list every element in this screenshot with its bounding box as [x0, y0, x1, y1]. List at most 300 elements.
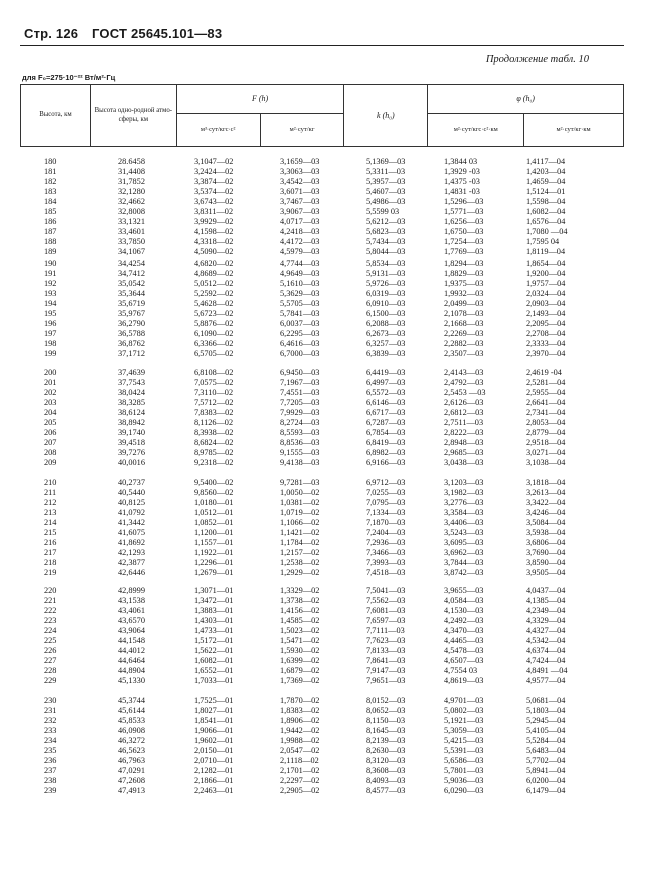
cell-homogeneous: 28.6458 [118, 157, 145, 166]
cell-k: 7,1334—03 [366, 508, 406, 517]
cell-homogeneous: 46,7963 [118, 756, 145, 765]
cell-phi2: 4,4327—04 [526, 626, 566, 635]
cell-phi1: 5,4215—03 [444, 736, 484, 745]
table-row [20, 558, 624, 568]
cell-F1: 4,8689—02 [194, 269, 234, 278]
cell-F1: 1,7033—01 [194, 676, 234, 685]
cell-k: 6,6717—03 [366, 408, 406, 417]
cell-F1: 4,5090—02 [194, 247, 234, 256]
cell-homogeneous: 36,8762 [118, 339, 145, 348]
cell-phi1: 2,6126—03 [444, 398, 484, 407]
cell-height: 218 [44, 558, 57, 567]
cell-height: 198 [44, 339, 57, 348]
table-row [20, 458, 624, 468]
cell-k: 8,4093—03 [366, 776, 406, 785]
cell-F2: 1,5023—02 [280, 626, 320, 635]
cell-F2: 1,2157—02 [280, 548, 320, 557]
cell-k: 5,4986—03 [366, 197, 406, 206]
cell-F1: 5,8876—02 [194, 319, 234, 328]
cell-phi1: 4,9701—03 [444, 696, 484, 705]
table-row [20, 518, 624, 528]
cell-k: 7,4518—03 [366, 568, 406, 577]
row-group [20, 586, 624, 686]
cell-F1: 4,6820—02 [194, 259, 234, 268]
cell-F1: 1,9066—01 [194, 726, 234, 735]
cell-F1: 1,1200—01 [194, 528, 234, 537]
cell-height: 223 [44, 616, 57, 625]
cell-height: 182 [44, 177, 57, 186]
table-row [20, 157, 624, 167]
table-row [20, 237, 624, 247]
cell-F1: 1,4303—01 [194, 616, 234, 625]
cell-height: 188 [44, 237, 57, 246]
cell-F1: 1,8027—01 [194, 706, 234, 715]
cell-height: 236 [44, 756, 57, 765]
cell-height: 195 [44, 309, 57, 318]
cell-height: 221 [44, 596, 57, 605]
cell-height: 193 [44, 289, 57, 298]
cell-k: 8,3608—03 [366, 766, 406, 775]
cell-phi1: 4,2492—03 [444, 616, 484, 625]
cell-height: 205 [44, 418, 57, 427]
table-row [20, 696, 624, 706]
cell-phi2: 3,6806—04 [526, 538, 566, 547]
cell-homogeneous: 38,3285 [118, 398, 145, 407]
cell-phi2: 2,0324—04 [526, 289, 566, 298]
cell-F2: 3,6071—03 [280, 187, 320, 196]
cell-k: 8,3120—03 [366, 756, 406, 765]
cell-phi1: 6,0290—03 [444, 786, 484, 795]
cell-height: 233 [44, 726, 57, 735]
cell-F2: 6,7000—03 [280, 349, 320, 358]
cell-k: 6,9166—03 [366, 458, 406, 467]
table-row [20, 299, 624, 309]
cell-F2: 1,0719—02 [280, 508, 320, 517]
cell-homogeneous: 47,2608 [118, 776, 145, 785]
table-row [20, 596, 624, 606]
col-header-homogeneous: Высота одно-родной атмо-сферы, км [90, 85, 176, 147]
cell-height: 185 [44, 207, 57, 216]
cell-homogeneous: 40,0016 [118, 458, 145, 467]
cell-homogeneous: 33,7850 [118, 237, 145, 246]
cell-homogeneous: 44,6464 [118, 656, 145, 665]
cell-height: 219 [44, 568, 57, 577]
cell-phi2: 2,0903—04 [526, 299, 566, 308]
cell-k: 6,5572—03 [366, 388, 406, 397]
cell-phi2: 2,5281—04 [526, 378, 566, 387]
cell-phi2: 5,6483—04 [526, 746, 566, 755]
table-row [20, 378, 624, 388]
cell-F1: 7,8383—02 [194, 408, 234, 417]
cell-F1: 1,1922—01 [194, 548, 234, 557]
cell-homogeneous: 40,2737 [118, 478, 145, 487]
table-row [20, 167, 624, 177]
cell-height: 228 [44, 666, 57, 675]
cell-phi1: 1,3844 03 [444, 157, 478, 166]
cell-F1: 3,3874—02 [194, 177, 234, 186]
cell-phi2: 3,9505—04 [526, 568, 566, 577]
cell-height: 191 [44, 269, 57, 278]
cell-homogeneous: 43,1538 [118, 596, 145, 605]
cell-F1: 2,1866—01 [194, 776, 234, 785]
cell-homogeneous: 47,0291 [118, 766, 145, 775]
cell-F1: 9,2318—02 [194, 458, 234, 467]
table-row [20, 418, 624, 428]
row-group [20, 157, 624, 257]
cell-F2: 5,1610—03 [280, 279, 320, 288]
cell-phi1: 4,8619—03 [444, 676, 484, 685]
cell-k: 7,0255—03 [366, 488, 406, 497]
cell-phi2: 4,7424—04 [526, 656, 566, 665]
cell-homogeneous: 41,3442 [118, 518, 145, 527]
cell-phi1: 2,7511—03 [444, 418, 484, 427]
cell-F2: 1,1784—02 [280, 538, 320, 547]
table-row [20, 217, 624, 227]
cell-phi1: 4,7554 03 [444, 666, 478, 675]
cell-k: 7,9147—03 [366, 666, 406, 675]
cell-k: 6,4997—03 [366, 378, 406, 387]
cell-F2: 1,3329—02 [280, 586, 320, 595]
cell-F1: 7,5712—02 [194, 398, 234, 407]
cell-height: 212 [44, 498, 57, 507]
table-row [20, 786, 624, 796]
cell-phi1: 3,1203—03 [444, 478, 484, 487]
table-row [20, 488, 624, 498]
cell-F2: 4,0717—03 [280, 217, 320, 226]
cell-height: 226 [44, 646, 57, 655]
cell-homogeneous: 38,6124 [118, 408, 145, 417]
cell-homogeneous: 33,4601 [118, 227, 145, 236]
row-group [20, 696, 624, 796]
cell-k: 6,6146—03 [366, 398, 406, 407]
cell-homogeneous: 38,0424 [118, 388, 145, 397]
cell-height: 183 [44, 187, 57, 196]
cell-F1: 1,6082—01 [194, 656, 234, 665]
table-row [20, 247, 624, 257]
cell-phi1: 2,1668—03 [444, 319, 484, 328]
cell-height: 224 [44, 626, 57, 635]
table-row [20, 716, 624, 726]
table-row [20, 508, 624, 518]
cell-homogeneous: 38,8942 [118, 418, 145, 427]
cell-F1: 6,8108—02 [194, 368, 234, 377]
row-group [20, 368, 624, 468]
cell-height: 186 [44, 217, 57, 226]
cell-homogeneous: 43,4061 [118, 606, 145, 615]
table-row [20, 666, 624, 676]
col-header-F: F (h) [176, 85, 344, 114]
cell-F2: 8,8536—03 [280, 438, 320, 447]
cell-k: 7,8133—03 [366, 646, 406, 655]
cell-F2: 1,7870—02 [280, 696, 320, 705]
cell-height: 180 [44, 157, 57, 166]
cell-phi2: 1,6576—04 [526, 217, 566, 226]
cell-k: 5,4607—03 [366, 187, 406, 196]
table-row [20, 388, 624, 398]
cell-k: 6,2088—03 [366, 319, 406, 328]
cell-phi2: 1,5124—01 [526, 187, 566, 196]
cell-homogeneous: 35,9767 [118, 309, 145, 318]
cell-F1: 1,0512—01 [194, 508, 234, 517]
table-row [20, 766, 624, 776]
cell-homogeneous: 37,7543 [118, 378, 145, 387]
table-row [20, 626, 624, 636]
cell-phi2: 2,4619 -04 [526, 368, 562, 377]
cell-k: 7,1870—03 [366, 518, 406, 527]
cell-F1: 1,2296—01 [194, 558, 234, 567]
cell-homogeneous: 35,3644 [118, 289, 145, 298]
row-group [20, 478, 624, 578]
cell-phi1: 4,0584—03 [444, 596, 484, 605]
table-row [20, 528, 624, 538]
cell-homogeneous: 34,1067 [118, 247, 145, 256]
cell-homogeneous: 39,4518 [118, 438, 145, 447]
cell-F1: 9,8560—02 [194, 488, 234, 497]
cell-F2: 1,1421—02 [280, 528, 320, 537]
cell-phi1: 2,5453 —03 [444, 388, 486, 397]
cell-phi2: 5,5284—04 [526, 736, 566, 745]
cell-phi2: 1,9757—04 [526, 279, 566, 288]
cell-F1: 5,0512—02 [194, 279, 234, 288]
cell-F1: 3,9929—02 [194, 217, 234, 226]
cell-phi1: 4,1530—03 [444, 606, 484, 615]
cell-phi2: 1,9200—04 [526, 269, 566, 278]
cell-height: 197 [44, 329, 57, 338]
cell-F2: 4,4172—03 [280, 237, 320, 246]
standard-number: ГОСТ 25645.101—83 [92, 26, 223, 41]
cell-homogeneous: 39,7276 [118, 448, 145, 457]
cell-homogeneous: 36,2790 [118, 319, 145, 328]
cell-phi2: 6,0200—04 [526, 776, 566, 785]
cell-F1: 3,5374—02 [194, 187, 234, 196]
cell-homogeneous: 42,8999 [118, 586, 145, 595]
cell-k: 6,4419—03 [366, 368, 406, 377]
cell-F1: 1,5172—01 [194, 636, 234, 645]
cell-phi1: 4,6507—03 [444, 656, 484, 665]
table-row [20, 187, 624, 197]
cell-F2: 8,5593—03 [280, 428, 320, 437]
cell-phi1: 5,1921—03 [444, 716, 484, 725]
cell-F2: 1,7369—02 [280, 676, 320, 685]
cell-phi2: 4,5342—04 [526, 636, 566, 645]
cell-F1: 3,8311—02 [194, 207, 234, 216]
cell-phi1: 1,8294—03 [444, 259, 484, 268]
cell-phi1: 1,9932—03 [444, 289, 484, 298]
cell-phi2: 5,8941—04 [526, 766, 566, 775]
cell-F1: 7,0575—02 [194, 378, 234, 387]
cell-phi1: 3,0438—03 [444, 458, 484, 467]
cell-k: 7,5041—03 [366, 586, 406, 595]
cell-k: 6,2673—03 [366, 329, 406, 338]
cell-F2: 7,1967—03 [280, 378, 320, 387]
cell-k: 7,2404—03 [366, 528, 406, 537]
cell-F1: 3,2424—02 [194, 167, 234, 176]
cell-homogeneous: 37,1712 [118, 349, 145, 358]
cell-homogeneous: 44,1548 [118, 636, 145, 645]
cell-height: 227 [44, 656, 57, 665]
cell-F2: 7,4551—03 [280, 388, 320, 397]
table-row [20, 756, 624, 766]
cell-F1: 4,3318—02 [194, 237, 234, 246]
cell-phi1: 3,4406—03 [444, 518, 484, 527]
cell-F2: 4,5979—03 [280, 247, 320, 256]
cell-k: 5,6823—03 [366, 227, 406, 236]
col-header-phi-unit1: м²·сут/кгс·с²·км [428, 114, 524, 147]
cell-phi2: 5,1803—04 [526, 706, 566, 715]
table-row [20, 269, 624, 279]
page-header [24, 26, 222, 41]
cell-k: 5,5599 03 [366, 207, 400, 216]
page-number: Стр. 126 [24, 26, 79, 41]
cell-homogeneous: 34,7412 [118, 269, 145, 278]
cell-F2: 1,1066—02 [280, 518, 320, 527]
cell-F2: 1,8383—02 [280, 706, 320, 715]
cell-F2: 2,2905—02 [280, 786, 320, 795]
cell-homogeneous: 45,3744 [118, 696, 145, 705]
cell-F1: 1,0180—01 [194, 498, 234, 507]
cell-phi1: 4,3470—03 [444, 626, 484, 635]
cell-F2: 3,9067—03 [280, 207, 320, 216]
cell-phi1: 2,4143—03 [444, 368, 484, 377]
cell-F1: 2,0710—01 [194, 756, 234, 765]
cell-homogeneous: 45,1330 [118, 676, 145, 685]
table-row [20, 616, 624, 626]
cell-F2: 1,0381—02 [280, 498, 320, 507]
cell-phi1: 1,3929 -03 [444, 167, 480, 176]
cell-height: 204 [44, 408, 57, 417]
col-header-k: k (h₀) [344, 85, 428, 147]
table-row [20, 177, 624, 187]
cell-k: 6,3839—03 [366, 349, 406, 358]
cell-phi1: 3,1982—03 [444, 488, 484, 497]
cell-phi1: 2,1078—03 [444, 309, 484, 318]
cell-F2: 1,5471—02 [280, 636, 320, 645]
cell-F2: 4,7744—03 [280, 259, 320, 268]
table-row [20, 438, 624, 448]
table-continuation-label: Продолжение табл. 10 [485, 54, 589, 65]
cell-phi2: 3,7690—04 [526, 548, 566, 557]
table-row [20, 726, 624, 736]
cell-height: 239 [44, 786, 57, 795]
cell-phi1: 3,3584—03 [444, 508, 484, 517]
cell-F2: 6,2295—03 [280, 329, 320, 338]
cell-homogeneous: 40,8125 [118, 498, 145, 507]
col-header-F-unit1: м³·сут/кгс·с² [176, 114, 260, 147]
cell-homogeneous: 31,7852 [118, 177, 145, 186]
cell-phi2: 3,0271—04 [526, 448, 566, 457]
cell-phi2: 3,5938—04 [526, 528, 566, 537]
cell-height: 214 [44, 518, 57, 527]
cell-phi2: 1,4659—04 [526, 177, 566, 186]
cell-F1: 8,3938—02 [194, 428, 234, 437]
cell-height: 225 [44, 636, 57, 645]
cell-k: 7,8641—03 [366, 656, 406, 665]
cell-k: 6,8419—03 [366, 438, 406, 447]
cell-F1: 6,3366—02 [194, 339, 234, 348]
cell-phi2: 1,5598—04 [526, 197, 566, 206]
cell-k: 8,2630—03 [366, 746, 406, 755]
cell-k: 6,1500—03 [366, 309, 406, 318]
cell-F1: 1,4733—01 [194, 626, 234, 635]
table-row [20, 736, 624, 746]
cell-height: 222 [44, 606, 57, 615]
cell-phi1: 1,9375—03 [444, 279, 484, 288]
cell-homogeneous: 42,1293 [118, 548, 145, 557]
cell-F1: 3,6743—02 [194, 197, 234, 206]
cell-height: 210 [44, 478, 57, 487]
cell-homogeneous: 42,3877 [118, 558, 145, 567]
cell-F2: 1,9442—02 [280, 726, 320, 735]
cell-phi1: 5,0802—03 [444, 706, 484, 715]
table-row [20, 586, 624, 596]
cell-phi2: 2,7341—04 [526, 408, 566, 417]
cell-k: 7,5562—03 [366, 596, 406, 605]
cell-F2: 1,4585—02 [280, 616, 320, 625]
cell-homogeneous: 35,0542 [118, 279, 145, 288]
cell-F1: 1,9602—01 [194, 736, 234, 745]
cell-homogeneous: 44,4012 [118, 646, 145, 655]
table-row [20, 676, 624, 686]
cell-height: 231 [44, 706, 57, 715]
table-row [20, 279, 624, 289]
cell-phi2: 3,5084—04 [526, 518, 566, 527]
table-row [20, 636, 624, 646]
cell-phi2: 2,9518—04 [526, 438, 566, 447]
cell-F2: 2,0547—02 [280, 746, 320, 755]
cell-height: 189 [44, 247, 57, 256]
cell-k: 5,1369—03 [366, 157, 406, 166]
cell-height: 238 [44, 776, 57, 785]
cell-F2: 1,6879—02 [280, 666, 320, 675]
cell-phi2: 2,2708—04 [526, 329, 566, 338]
cell-phi1: 2,2882—03 [444, 339, 484, 348]
table-row [20, 448, 624, 458]
cell-phi1: 5,7801—03 [444, 766, 484, 775]
cell-phi2: 2,6641—04 [526, 398, 566, 407]
cell-phi2: 2,8053—04 [526, 418, 566, 427]
cell-phi1: 2,6812—03 [444, 408, 484, 417]
cell-phi2: 3,4246—04 [526, 508, 566, 517]
table-row [20, 259, 624, 269]
cell-homogeneous: 41,0792 [118, 508, 145, 517]
cell-height: 194 [44, 299, 57, 308]
cell-phi2: 5,4105—04 [526, 726, 566, 735]
table-row [20, 319, 624, 329]
cell-phi2: 2,3333—04 [526, 339, 566, 348]
cell-F2: 2,1118—02 [280, 756, 319, 765]
table-row [20, 498, 624, 508]
cell-F2: 1,0050—02 [280, 488, 320, 497]
cell-F1: 1,7525—01 [194, 696, 234, 705]
cell-F2: 4,9649—03 [280, 269, 320, 278]
table-row [20, 339, 624, 349]
cell-k: 7,2936—03 [366, 538, 406, 547]
cell-k: 5,9131—03 [366, 269, 406, 278]
table-row [20, 538, 624, 548]
cell-phi2: 4,9577—04 [526, 676, 566, 685]
cell-F2: 1,2538—02 [280, 558, 320, 567]
cell-height: 217 [44, 548, 57, 557]
cell-height: 192 [44, 279, 57, 288]
cell-F1: 1,5622—01 [194, 646, 234, 655]
cell-phi1: 2,9685—03 [444, 448, 484, 457]
cell-height: 181 [44, 167, 57, 176]
cell-phi1: 2,2269—03 [444, 329, 484, 338]
cell-height: 229 [44, 676, 57, 685]
table-row [20, 606, 624, 616]
cell-phi2: 4,2349—04 [526, 606, 566, 615]
cell-k: 7,7623—03 [366, 636, 406, 645]
